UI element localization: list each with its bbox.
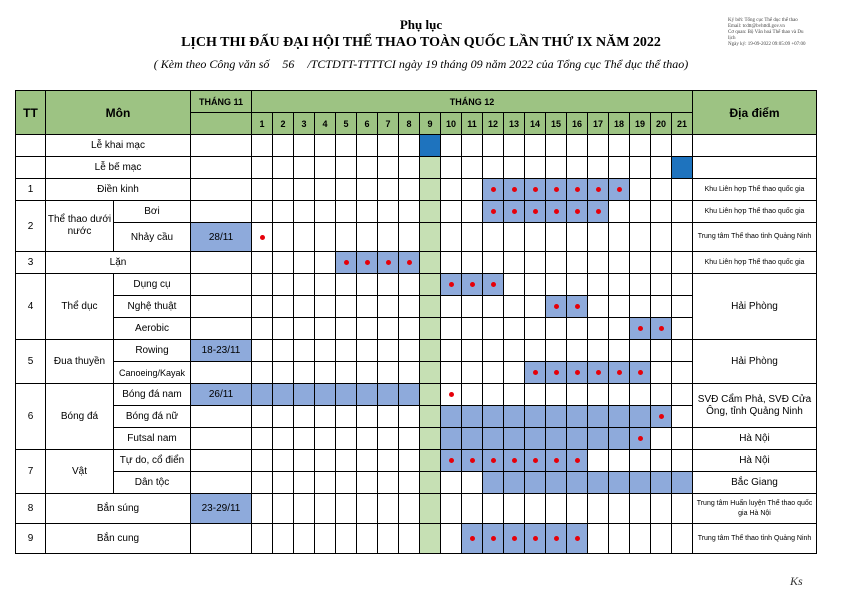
discipline-name: Bơi — [114, 201, 191, 223]
stamp-date: Ngày ký: 19-09-2022 09:05:09 +07:00 — [728, 42, 806, 47]
venue: Hà Nội — [693, 428, 817, 450]
table-row — [16, 472, 817, 494]
event-day-dot — [525, 201, 546, 223]
event-day-dot — [567, 524, 588, 554]
event-day-dot — [588, 362, 609, 384]
stamp-signer: Ký bởi: Tổng cục Thể dục thể thao — [728, 18, 798, 23]
day-number: 17 — [588, 113, 609, 135]
row-number: 5 — [16, 340, 46, 384]
event-day-dot — [651, 406, 672, 428]
event-day-dot — [483, 450, 504, 472]
event-day-dot — [252, 223, 273, 252]
event-day-dot — [546, 362, 567, 384]
venue: Hải Phòng — [693, 274, 817, 340]
table-header-row — [16, 91, 817, 113]
day-number: 14 — [525, 113, 546, 135]
subtitle-part-b: /TCTDTT-TTTTCI ngày — [307, 57, 423, 71]
venue-header: Địa điểm — [693, 91, 817, 135]
dispatch-month: 09 — [470, 57, 483, 71]
opening-ceremony-cell — [420, 135, 441, 157]
day-number: 1 — [252, 113, 273, 135]
table-row — [16, 274, 817, 296]
december-header: THÁNG 12 — [252, 91, 693, 113]
subtitle-part-d: năm 2022 của Tổng cục Thể dục thể thao) — [485, 57, 689, 71]
table-row — [16, 157, 817, 179]
appendix-label: Phụ lục — [399, 17, 443, 32]
table-row — [16, 428, 817, 450]
event-day-dot — [630, 318, 651, 340]
day-number: 12 — [483, 113, 504, 135]
november-dates: 18-23/11 — [191, 340, 252, 362]
event-day-dot — [588, 179, 609, 201]
table-row — [16, 252, 817, 274]
discipline-name: Aerobic — [114, 318, 191, 340]
table-row — [16, 450, 817, 472]
dispatch-number: 56 — [282, 57, 295, 71]
table-row — [16, 524, 817, 554]
event-day-dot — [504, 450, 525, 472]
subtitle-part-c: tháng — [440, 57, 468, 71]
event-day-dot — [504, 524, 525, 554]
day-number: 15 — [546, 113, 567, 135]
table-row — [16, 179, 817, 201]
november-dates: 23-29/11 — [191, 494, 252, 524]
event-day-dot — [441, 274, 462, 296]
event-day-dot — [525, 362, 546, 384]
november-dates: 26/11 — [191, 384, 252, 406]
discipline-name: Futsal nam — [114, 428, 191, 450]
sport-name: Bắn cung — [46, 524, 191, 554]
day-number: 13 — [504, 113, 525, 135]
day-number: 16 — [567, 113, 588, 135]
subtitle-part-a: ( Kèm theo Công văn số — [153, 57, 270, 71]
table-row — [16, 201, 817, 223]
event-day-dot — [567, 201, 588, 223]
november-dates: 28/11 — [191, 223, 252, 252]
row-number: 9 — [16, 524, 46, 554]
venue: SVĐ Cẩm Phả, SVĐ Cửa Ông, tỉnh Quảng Ninh — [693, 384, 817, 428]
row-number: 4 — [16, 274, 46, 340]
handwritten-signature: Ks — [790, 574, 803, 588]
event-day-dot — [441, 384, 462, 406]
discipline-name: Dân tộc — [114, 472, 191, 494]
schedule-table — [15, 90, 817, 554]
day-number: 5 — [336, 113, 357, 135]
sport-group: Thể thao dưới nước — [46, 201, 114, 252]
event-day-dot — [483, 274, 504, 296]
sport-group: Bóng đá — [46, 384, 114, 450]
discipline-name: Nghệ thuật — [114, 296, 191, 318]
table-row — [16, 135, 817, 157]
event-day-dot — [504, 179, 525, 201]
event-day-dot — [525, 524, 546, 554]
discipline-name: Dụng cụ — [114, 274, 191, 296]
event-name: Lễ khai mạc — [46, 135, 191, 157]
day-number: 19 — [630, 113, 651, 135]
table-row — [16, 494, 817, 524]
venue: Hải Phòng — [693, 340, 817, 384]
dispatch-day: 19 — [425, 57, 438, 71]
event-day-dot — [357, 252, 378, 274]
stamp-agency: Cơ quan: Bộ Văn hoá Thể thao và Du lịch — [728, 30, 804, 41]
day-number: 6 — [357, 113, 378, 135]
event-day-dot — [567, 450, 588, 472]
day-number: 10 — [441, 113, 462, 135]
event-day-dot — [567, 179, 588, 201]
day-number: 21 — [672, 113, 693, 135]
sport-group: Đua thuyền — [46, 340, 114, 384]
discipline-name: Canoeing/Kayak — [114, 362, 191, 384]
sport-name: Điền kinh — [46, 179, 191, 201]
document-subtitle — [0, 57, 842, 72]
sport-name: Bắn súng — [46, 494, 191, 524]
event-day-dot — [483, 179, 504, 201]
event-day-dot — [462, 524, 483, 554]
event-day-dot — [462, 274, 483, 296]
day-number: 7 — [378, 113, 399, 135]
venue: Khu Liên hợp Thể thao quốc gia — [693, 179, 817, 201]
event-day-dot — [546, 296, 567, 318]
stamp-email: Email: tcdtt@bvhttdl.gov.vn — [728, 24, 785, 29]
event-day-dot — [630, 428, 651, 450]
event-day-dot — [630, 362, 651, 384]
event-day-dot — [609, 179, 630, 201]
sport-group: Vật — [46, 450, 114, 494]
event-day-dot — [504, 201, 525, 223]
row-number: 7 — [16, 450, 46, 494]
event-day-dot — [588, 201, 609, 223]
tt-header: TT — [16, 91, 46, 135]
sport-header: Môn — [46, 91, 191, 135]
event-day-dot — [546, 450, 567, 472]
event-day-dot — [525, 450, 546, 472]
table-row — [16, 223, 817, 252]
day-number: 9 — [420, 113, 441, 135]
day-number: 3 — [294, 113, 315, 135]
venue: Khu Liên hợp Thể thao quốc gia — [693, 201, 817, 223]
document-title: LỊCH THI ĐẤU ĐẠI HỘI THỂ THAO TOÀN QUỐC LẦN THỨ IX NĂM 2022 — [181, 35, 661, 50]
row-number: 6 — [16, 384, 46, 450]
event-day-dot — [378, 252, 399, 274]
event-day-dot — [546, 524, 567, 554]
day-number: 11 — [462, 113, 483, 135]
venue: Trung tâm Thể thao tỉnh Quảng Ninh — [693, 223, 817, 252]
sport-name: Lặn — [46, 252, 191, 274]
discipline-name: Nhảy cầu — [114, 223, 191, 252]
day-number: 2 — [273, 113, 294, 135]
event-day-dot — [483, 524, 504, 554]
row-number: 1 — [16, 179, 46, 201]
row-number: 3 — [16, 252, 46, 274]
day-number: 8 — [399, 113, 420, 135]
event-day-dot — [567, 362, 588, 384]
event-day-dot — [609, 362, 630, 384]
discipline-name: Bóng đá nữ — [114, 406, 191, 428]
venue: Hà Nội — [693, 450, 817, 472]
event-day-dot — [525, 179, 546, 201]
table-row — [16, 384, 817, 406]
discipline-name: Bóng đá nam — [114, 384, 191, 406]
november-blank-cell — [191, 113, 252, 135]
day-number: 20 — [651, 113, 672, 135]
event-name: Lễ bế mạc — [46, 157, 191, 179]
day-number: 4 — [315, 113, 336, 135]
venue: Trung tâm Huấn luyện Thể thao quốc gia Hà Nội — [693, 494, 817, 524]
venue: Trung tâm Thể thao tỉnh Quảng Ninh — [693, 524, 817, 554]
event-day-dot — [483, 201, 504, 223]
discipline-name: Tự do, cổ điển — [114, 450, 191, 472]
discipline-name: Rowing — [114, 340, 191, 362]
event-day-dot — [546, 179, 567, 201]
row-number: 2 — [16, 201, 46, 252]
digital-signature-stamp — [728, 18, 812, 48]
table-row — [16, 340, 817, 362]
sport-group: Thể dục — [46, 274, 114, 340]
event-day-dot — [651, 318, 672, 340]
event-day-dot — [399, 252, 420, 274]
row-number: 8 — [16, 494, 46, 524]
event-day-dot — [567, 296, 588, 318]
venue: Bắc Giang — [693, 472, 817, 494]
venue: Khu Liên hợp Thể thao quốc gia — [693, 252, 817, 274]
event-day-dot — [441, 450, 462, 472]
closing-ceremony-cell — [672, 157, 693, 179]
november-header: THÁNG 11 — [191, 91, 252, 113]
event-day-dot — [336, 252, 357, 274]
day-number: 18 — [609, 113, 630, 135]
event-day-dot — [462, 450, 483, 472]
event-day-dot — [546, 201, 567, 223]
